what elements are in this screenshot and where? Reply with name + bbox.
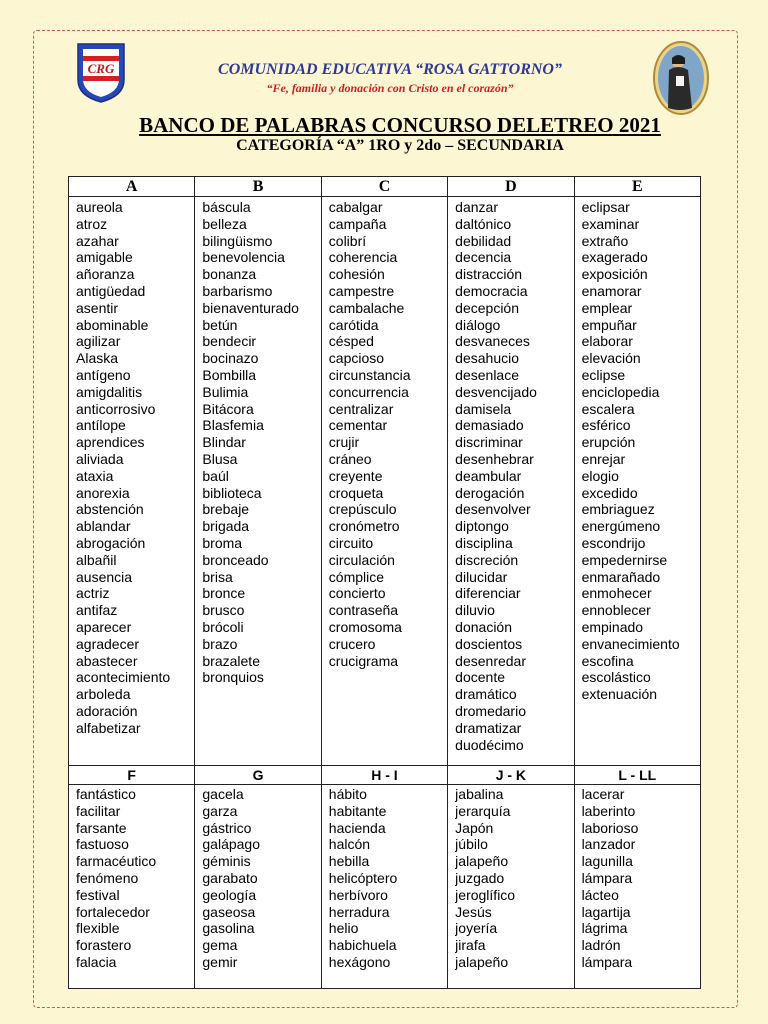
- word-entry: elogio: [581, 467, 619, 484]
- word-entry: abrogación: [76, 534, 146, 551]
- word-entry: baúl: [202, 467, 229, 484]
- school-crest-logo: [76, 42, 126, 104]
- word-entry: halcón: [328, 836, 371, 853]
- word-entry: ausencia: [76, 568, 133, 585]
- word-entry: hexágono: [328, 953, 391, 970]
- word-entry: cráneo: [328, 450, 372, 467]
- word-entry: garabato: [202, 869, 258, 886]
- word-entry: debilidad: [455, 232, 512, 249]
- word-entry: brazo: [202, 635, 238, 652]
- word-entry: Bitácora: [202, 400, 254, 417]
- word-entry: centralizar: [328, 400, 394, 417]
- word-entry: disciplina: [455, 534, 513, 551]
- word-entry: lácteo: [581, 886, 619, 903]
- word-entry: ataxia: [76, 467, 114, 484]
- word-entry: albañil: [76, 551, 117, 568]
- word-entry: Bombilla: [202, 366, 257, 383]
- word-column: [321, 785, 447, 989]
- word-entry: agradecer: [76, 635, 140, 652]
- word-entry: arboleda: [76, 686, 131, 703]
- column-header: B: [195, 177, 321, 197]
- word-entry: antílope: [76, 417, 126, 434]
- word-entry: fortalecedor: [76, 903, 150, 920]
- word-entry: excedido: [581, 484, 638, 501]
- word-entry: cementar: [328, 417, 388, 434]
- word-column: [574, 785, 700, 989]
- word-entry: benevolencia: [202, 249, 285, 266]
- word-entry: lagartija: [581, 903, 631, 920]
- word-entry: jalapeño: [455, 953, 509, 970]
- word-entry: asentir: [76, 299, 119, 316]
- word-entry: desvaneces: [455, 333, 530, 350]
- column-header: E: [574, 177, 700, 197]
- word-entry: fantástico: [76, 786, 136, 802]
- word-column: [448, 197, 574, 769]
- word-entry: amigable: [76, 249, 133, 266]
- word-entry: gaseosa: [202, 903, 256, 920]
- word-entry: enmarañado: [581, 568, 661, 585]
- word-entry: envanecimiento: [581, 635, 680, 652]
- table-header-row: [69, 766, 701, 785]
- word-entry: Jesús: [455, 903, 492, 920]
- word-entry: extraño: [581, 232, 629, 249]
- word-entry: hacienda: [328, 819, 386, 836]
- word-entry: habichuela: [328, 937, 397, 954]
- word-entry: júbilo: [455, 836, 488, 853]
- word-entry: capcioso: [328, 350, 385, 367]
- word-entry: lanzador: [581, 836, 636, 853]
- word-entry: césped: [328, 333, 374, 350]
- word-entry: concierto: [328, 585, 386, 602]
- word-entry: añoranza: [76, 266, 135, 283]
- word-entry: bilingüismo: [202, 232, 273, 249]
- word-entry: gemir: [202, 953, 238, 970]
- word-entry: elaborar: [581, 333, 633, 350]
- word-entry: danzar: [455, 199, 498, 215]
- word-entry: adoración: [76, 702, 138, 719]
- word-column: [195, 785, 321, 989]
- word-entry: acontecimiento: [76, 669, 171, 686]
- word-entry: báscula: [202, 199, 251, 215]
- word-entry: ennoblecer: [581, 602, 651, 619]
- word-entry: alfabetizar: [76, 719, 141, 736]
- word-table-f-ll: [68, 765, 701, 989]
- word-entry: aliviada: [76, 450, 124, 467]
- word-entry: Blusa: [202, 450, 238, 467]
- word-entry: embriaguez: [581, 501, 655, 518]
- word-entry: antifaz: [76, 602, 118, 619]
- word-entry: donación: [455, 618, 512, 635]
- word-entry: anticorrosivo: [76, 400, 156, 417]
- word-entry: geología: [202, 886, 257, 903]
- word-entry: distracción: [455, 266, 523, 283]
- word-entry: campaña: [328, 215, 387, 232]
- word-entry: desenlace: [455, 366, 519, 383]
- table-header-row: [69, 177, 701, 197]
- column-header: J - K: [448, 766, 574, 785]
- word-column: [69, 197, 195, 769]
- word-entry: brebaje: [202, 501, 250, 518]
- word-entry: Japón: [455, 819, 494, 836]
- word-entry: escolástico: [581, 669, 651, 686]
- word-entry: lagunilla: [581, 853, 633, 870]
- word-entry: barbarismo: [202, 282, 273, 299]
- word-entry: herbívoro: [328, 886, 388, 903]
- word-entry: lágrima: [581, 920, 628, 937]
- word-entry: ablandar: [76, 518, 131, 535]
- word-entry: escondrijo: [581, 534, 646, 551]
- word-entry: eclipse: [581, 366, 626, 383]
- word-entry: dramático: [455, 686, 517, 703]
- word-entry: empuñar: [581, 316, 637, 333]
- word-entry: helio: [328, 920, 359, 937]
- word-entry: ladrón: [581, 937, 621, 954]
- word-column: [321, 197, 447, 769]
- word-entry: duodécimo: [455, 736, 524, 753]
- word-entry: deambular: [455, 467, 522, 484]
- table-body-row: [69, 197, 701, 769]
- word-entry: actriz: [76, 585, 110, 602]
- word-entry: antigüedad: [76, 282, 146, 299]
- word-entry: desvencijado: [455, 383, 537, 400]
- word-entry: circulación: [328, 551, 395, 568]
- word-entry: betún: [202, 316, 238, 333]
- word-entry: anorexia: [76, 484, 130, 501]
- word-entry: gasolina: [202, 920, 255, 937]
- word-entry: habitante: [328, 802, 387, 819]
- word-entry: doscientos: [455, 635, 523, 652]
- word-entry: lámpara: [581, 953, 633, 970]
- word-entry: forastero: [76, 937, 132, 954]
- word-entry: Blindar: [202, 434, 246, 451]
- word-entry: enamorar: [581, 282, 642, 299]
- word-entry: falacia: [76, 953, 117, 970]
- word-column: [448, 785, 574, 989]
- table-body-row: [69, 785, 701, 989]
- word-entry: lámpara: [581, 869, 633, 886]
- word-entry: crucero: [328, 635, 376, 652]
- word-entry: docente: [455, 669, 505, 686]
- word-entry: jerarquía: [455, 802, 511, 819]
- word-entry: desahucio: [455, 350, 519, 367]
- word-entry: campestre: [328, 282, 395, 299]
- word-entry: facilitar: [76, 802, 121, 819]
- word-entry: enrejar: [581, 450, 626, 467]
- word-entry: garza: [202, 802, 238, 819]
- column-header: F: [69, 766, 195, 785]
- word-entry: empinado: [581, 618, 644, 635]
- word-entry: antígeno: [76, 366, 131, 383]
- word-table-a-e: [68, 176, 701, 769]
- word-entry: abominable: [76, 316, 149, 333]
- word-entry: farsante: [76, 819, 127, 836]
- word-entry: flexible: [76, 920, 120, 937]
- word-entry: géminis: [202, 853, 251, 870]
- crest-lettering: CRG: [87, 61, 115, 76]
- word-entry: cronómetro: [328, 518, 400, 535]
- word-entry: cómplice: [328, 568, 385, 585]
- word-entry: jeroglífico: [455, 886, 516, 903]
- word-entry: bocinazo: [202, 350, 259, 367]
- word-entry: desenhebrar: [455, 450, 534, 467]
- word-entry: hábito: [328, 786, 367, 802]
- word-entry: belleza: [202, 215, 247, 232]
- word-entry: aparecer: [76, 618, 132, 635]
- word-entry: jalapeño: [455, 853, 509, 870]
- word-entry: extenuación: [581, 686, 658, 703]
- word-entry: decepción: [455, 299, 519, 316]
- word-entry: herradura: [328, 903, 390, 920]
- word-entry: contraseña: [328, 602, 399, 619]
- word-entry: brisa: [202, 568, 233, 585]
- page-subtitle: CATEGORÍA “A” 1RO y 2do – SECUNDARIA: [236, 137, 564, 154]
- word-entry: abstención: [76, 501, 144, 518]
- page-title: BANCO DE PALABRAS CONCURSO DELETREO 2021: [139, 113, 661, 137]
- word-entry: dramatizar: [455, 719, 522, 736]
- organization-name: COMUNIDAD EDUCATIVA “ROSA GATTORNO”: [218, 61, 562, 78]
- word-entry: brusco: [202, 602, 245, 619]
- word-entry: democracia: [455, 282, 528, 299]
- word-entry: derogación: [455, 484, 525, 501]
- column-header: L - LL: [574, 766, 700, 785]
- word-entry: brócoli: [202, 618, 244, 635]
- word-entry: diferenciar: [455, 585, 521, 602]
- word-entry: crujir: [328, 434, 360, 451]
- column-header: G: [195, 766, 321, 785]
- word-entry: gema: [202, 937, 238, 954]
- word-column: [69, 785, 195, 989]
- word-entry: desenredar: [455, 652, 526, 669]
- word-entry: hebilla: [328, 853, 370, 870]
- word-entry: exposición: [581, 266, 648, 283]
- word-entry: Bulimia: [202, 383, 249, 400]
- word-entry: eclipsar: [581, 199, 630, 215]
- column-header: A: [69, 177, 195, 197]
- word-entry: discriminar: [455, 434, 523, 451]
- word-entry: galápago: [202, 836, 261, 853]
- word-entry: colibrí: [328, 232, 367, 249]
- word-entry: decencia: [455, 249, 512, 266]
- word-entry: azahar: [76, 232, 119, 249]
- word-column: [574, 197, 700, 769]
- column-header: D: [448, 177, 574, 197]
- word-entry: creyente: [328, 467, 383, 484]
- word-entry: escofina: [581, 652, 634, 669]
- word-entry: damisela: [455, 400, 512, 417]
- word-entry: elevación: [581, 350, 641, 367]
- word-entry: gacela: [202, 786, 244, 802]
- word-entry: bronce: [202, 585, 246, 602]
- word-entry: croqueta: [328, 484, 384, 501]
- saint-portrait-image: [652, 40, 710, 116]
- word-entry: bronquios: [202, 669, 264, 686]
- word-entry: crucigrama: [328, 652, 399, 669]
- word-entry: brigada: [202, 518, 250, 535]
- word-entry: circuito: [328, 534, 374, 551]
- word-entry: diptongo: [455, 518, 509, 535]
- word-entry: diluvio: [455, 602, 495, 619]
- organization-motto: “Fe, familia y donación con Cristo en el corazón”: [266, 81, 514, 95]
- word-entry: juzgado: [455, 869, 505, 886]
- word-entry: atroz: [76, 215, 108, 232]
- word-entry: cabalgar: [328, 199, 383, 215]
- word-entry: abastecer: [76, 652, 138, 669]
- word-entry: cromosoma: [328, 618, 402, 635]
- word-entry: energúmeno: [581, 518, 661, 535]
- word-entry: helicóptero: [328, 869, 398, 886]
- word-entry: erupción: [581, 434, 636, 451]
- word-entry: cambalache: [328, 299, 405, 316]
- word-entry: jabalina: [455, 786, 504, 802]
- word-entry: jirafa: [455, 937, 486, 954]
- word-entry: broma: [202, 534, 243, 551]
- word-entry: laborioso: [581, 819, 639, 836]
- word-entry: laberinto: [581, 802, 636, 819]
- word-entry: aprendices: [76, 434, 145, 451]
- word-entry: examinar: [581, 215, 640, 232]
- word-entry: emplear: [581, 299, 633, 316]
- word-entry: brazalete: [202, 652, 260, 669]
- word-entry: coherencia: [328, 249, 398, 266]
- word-entry: daltónico: [455, 215, 512, 232]
- word-entry: joyería: [455, 920, 498, 937]
- word-entry: amigdalitis: [76, 383, 143, 400]
- word-entry: bronceado: [202, 551, 269, 568]
- word-entry: gástrico: [202, 819, 252, 836]
- word-entry: escalera: [581, 400, 635, 417]
- word-entry: concurrencia: [328, 383, 409, 400]
- word-entry: empedernirse: [581, 551, 668, 568]
- word-entry: crepúsculo: [328, 501, 397, 518]
- word-entry: Blasfemia: [202, 417, 264, 434]
- word-entry: desenvolver: [455, 501, 531, 518]
- word-entry: carótida: [328, 316, 379, 333]
- word-entry: festival: [76, 886, 120, 903]
- word-entry: cohesión: [328, 266, 385, 283]
- word-entry: demasiado: [455, 417, 524, 434]
- word-entry: exagerado: [581, 249, 648, 266]
- word-entry: agilizar: [76, 333, 121, 350]
- column-header: H - I: [321, 766, 447, 785]
- word-entry: Alaska: [76, 350, 119, 367]
- word-column: [195, 197, 321, 769]
- column-header: C: [321, 177, 447, 197]
- word-entry: dromedario: [455, 702, 526, 719]
- word-entry: circunstancia: [328, 366, 411, 383]
- word-entry: bienaventurado: [202, 299, 299, 316]
- word-entry: diálogo: [455, 316, 501, 333]
- word-entry: farmacéutico: [76, 853, 157, 870]
- word-entry: aureola: [76, 199, 123, 215]
- word-entry: bendecir: [202, 333, 257, 350]
- word-entry: dilucidar: [455, 568, 508, 585]
- word-entry: biblioteca: [202, 484, 262, 501]
- word-entry: enmohecer: [581, 585, 652, 602]
- word-entry: lacerar: [581, 786, 625, 802]
- word-entry: enciclopedia: [581, 383, 660, 400]
- word-entry: bonanza: [202, 266, 257, 283]
- word-entry: fastuoso: [76, 836, 129, 853]
- word-entry: fenómeno: [76, 869, 139, 886]
- word-entry: esférico: [581, 417, 631, 434]
- word-entry: discreción: [455, 551, 519, 568]
